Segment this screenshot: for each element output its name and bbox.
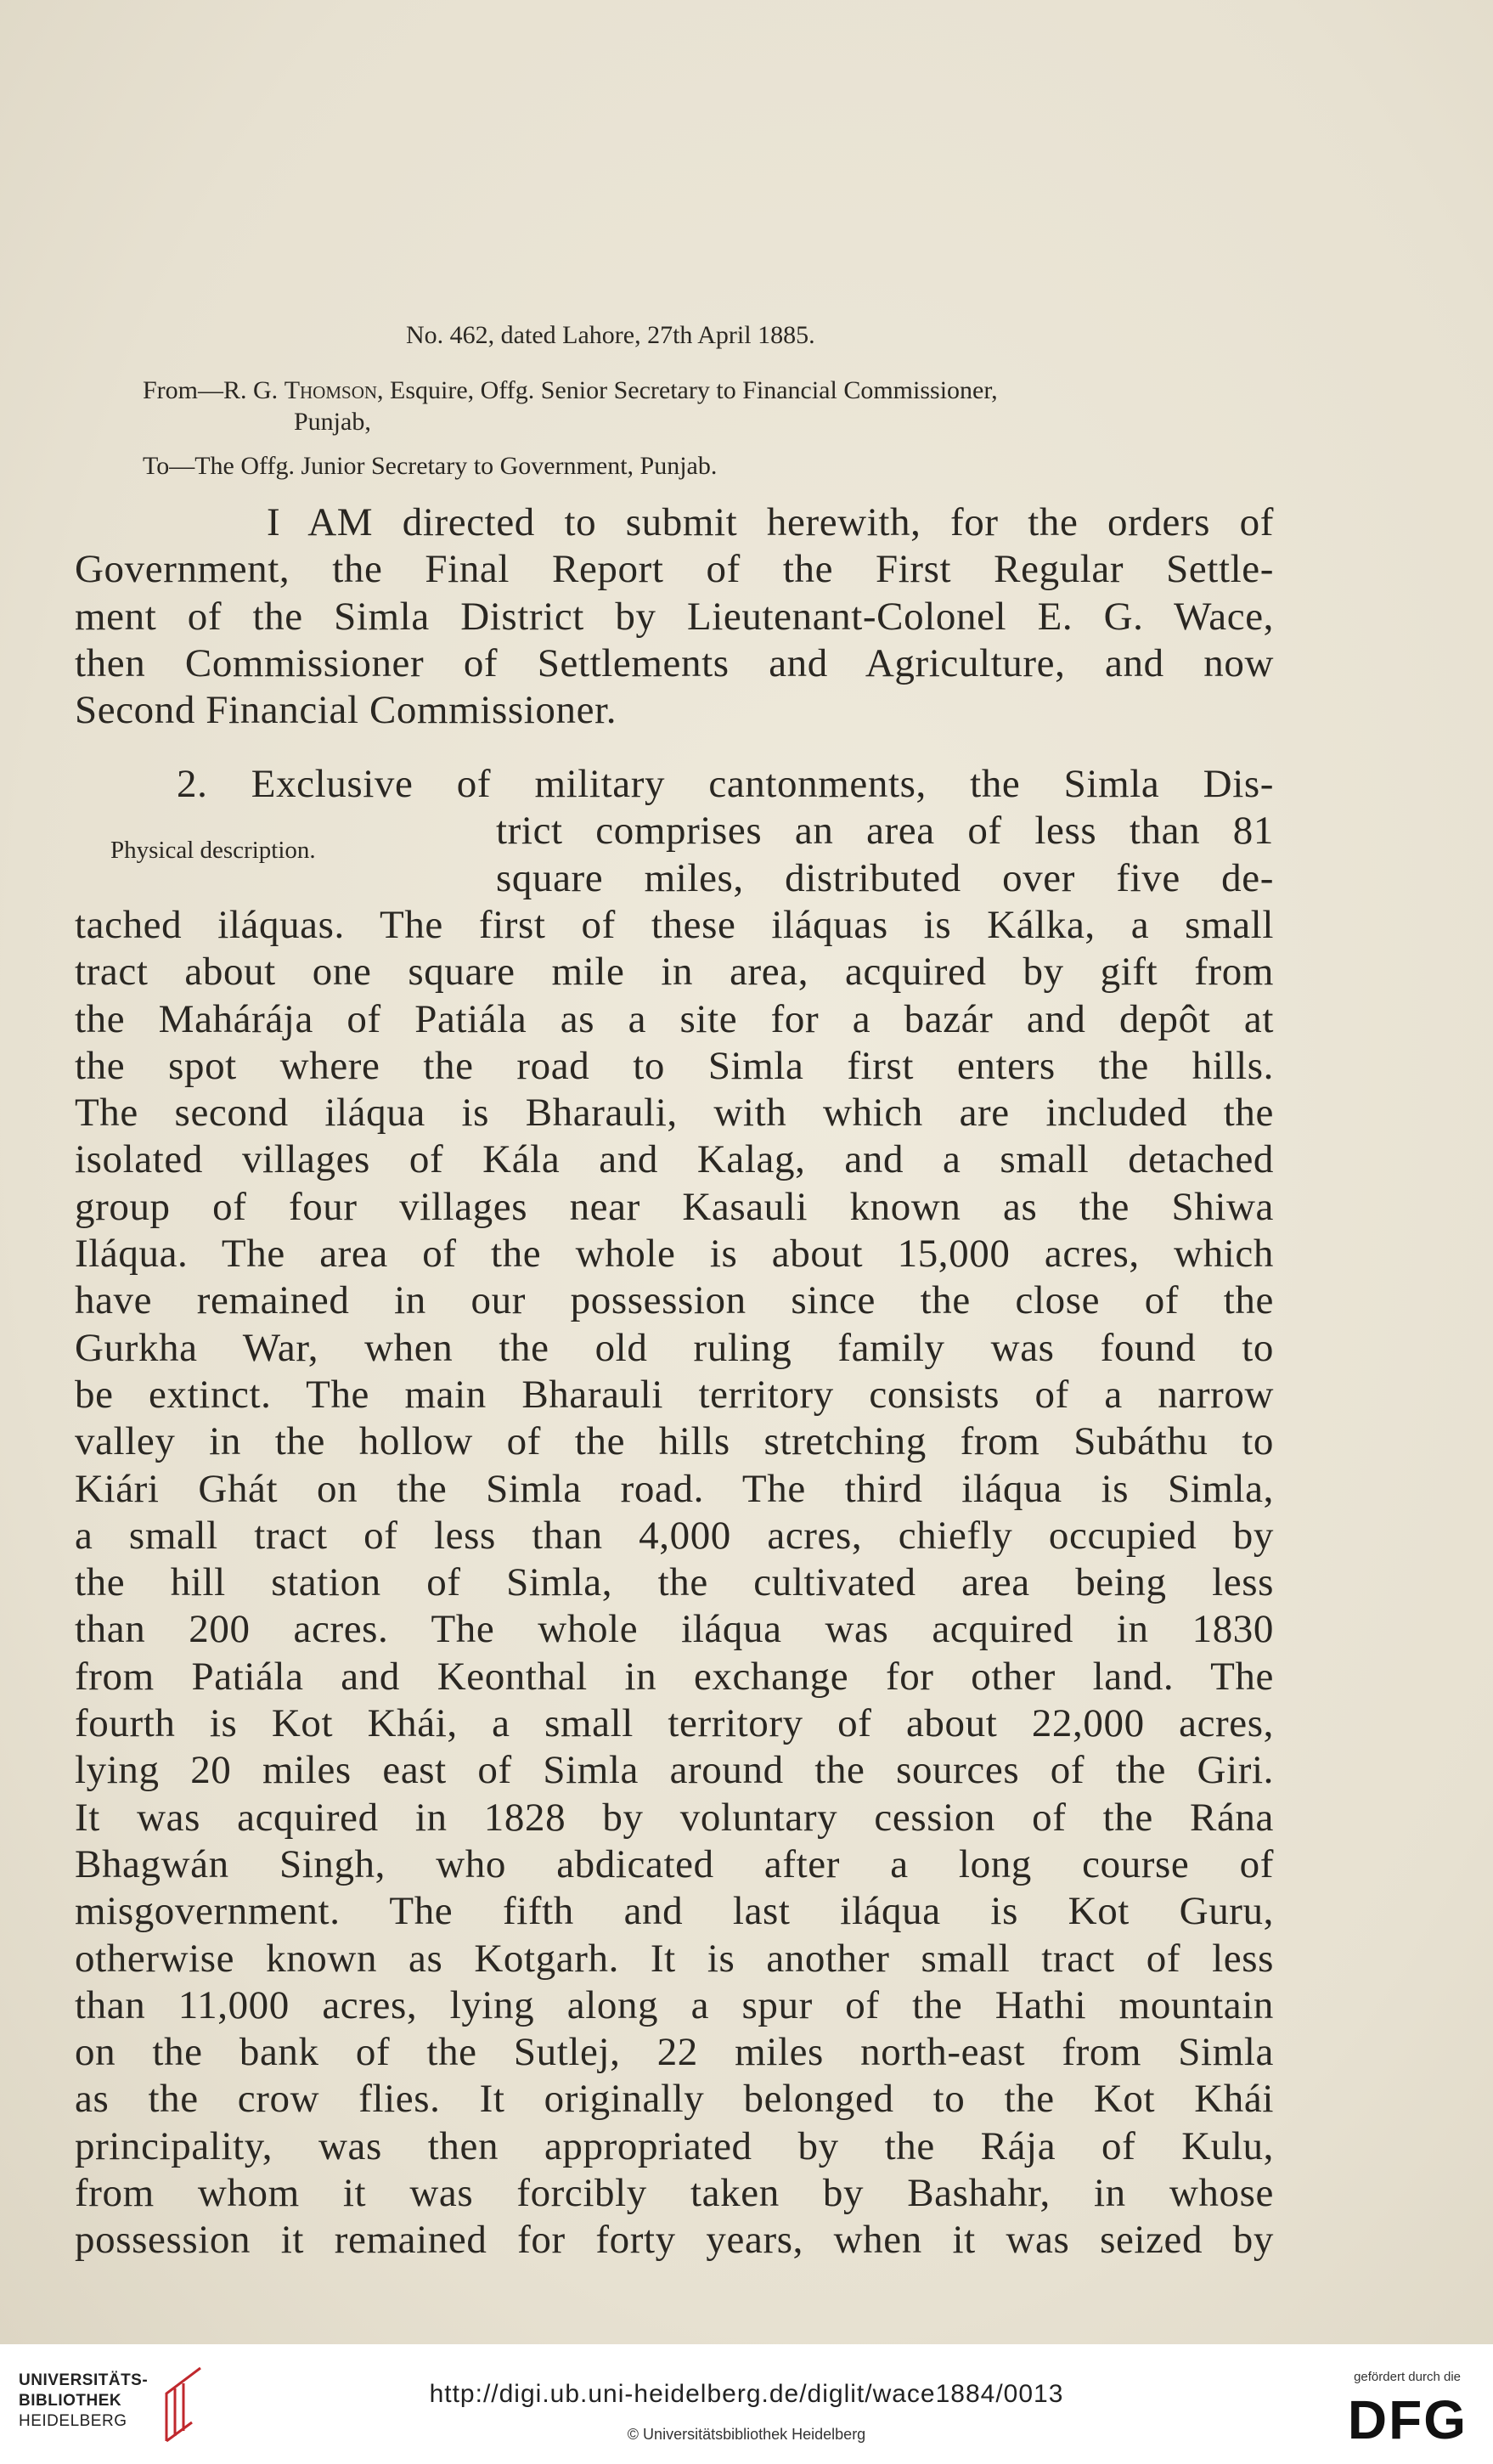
para2-line: fourth is Kot Khái, a small territory of about 22,000 acres, [75,1701,1274,1746]
from-line-continued: Punjab, [294,408,371,436]
para2-line: isolated villages of Kála and Kalag, and a small detached [75,1137,1274,1182]
dfg-logo: DFG [1347,2389,1468,2450]
para2-line: square miles, distributed over five de- [496,855,1274,900]
from-prefix: From—R. G. [143,376,285,404]
paragraph-2-opening [75,761,1274,902]
para2-line: than 11,000 acres, lying along a spur of the Hathi mountain [75,1982,1274,2027]
para2-line: from Patiála and Keonthal in exchange for other land. The [75,1654,1274,1699]
paragraph-2-body [75,902,1274,2264]
para2-line: valley in the hollow of the hills stretching from Subáthu to [75,1419,1274,1464]
para2-line: the spot where the road to Simla first enters the hills. [75,1043,1274,1088]
para2-line: than 200 acres. The whole iláqua was acquired in 1830 [75,1607,1274,1652]
from-line [143,376,998,405]
source-url-link[interactable]: http://digi.ub.uni-heidelberg.de/diglit/wace1884/0013 [429,2380,1064,2408]
para2-line: lying 20 miles east of Simla around the sources of the Giri. [75,1748,1274,1793]
library-name-line-1: UNIVERSITÄTS- [19,2371,149,2389]
para2-line: tached iláquas. The first of these iláquas is Kálka, a small [75,903,1274,947]
para2-line: Gurkha War, when the old ruling family was found to [75,1325,1274,1370]
para2-line: The second iláqua is Bharauli, with which are included the [75,1091,1274,1136]
para2-line: possession it remained for forty years, when it was seized by [75,2218,1274,2263]
funding-label: gefördert durch die [1354,2370,1461,2384]
library-name-line-3: HEIDELBERG [19,2412,127,2430]
para2-line: be extinct. The main Bharauli territory consists of a narrow [75,1372,1274,1417]
para1-line: I AM directed to submit herewith, for the orders of [267,500,1274,544]
margin-note: Physical description. [110,837,316,864]
para1-line: then Commissioner of Settlements and Agriculture, and now [75,640,1274,685]
para2-line: It was acquired in 1828 by voluntary cession of the Rána [75,1795,1274,1840]
footer-bar [0,2344,1493,2464]
from-rest: , Esquire, Offg. Senior Secretary to Financial Commissioner, [377,376,998,404]
para2-line: from whom it was forcibly taken by Bashahr, in whose [75,2171,1274,2216]
paragraph-1 [75,499,1274,734]
para2-line: misgovernment. The fifth and last iláqua is Kot Guru, [75,1889,1274,1934]
para2-line: Kiári Ghát on the Simla road. The third iláqua is Simla, [75,1466,1274,1511]
letter-number-line: No. 462, dated Lahore, 27th April 1885. [406,321,815,349]
para2-line: tract about one square mile in area, acquired by gift from [75,950,1274,995]
para2-line: trict comprises an area of less than 81 [496,809,1274,854]
library-name-line-2: BIBLIOTHEK [19,2392,122,2410]
para2-line: on the bank of the Sutlej, 22 miles north-east from Simla [75,2030,1274,2075]
para2-line: the Mahárája of Patiála as a site for a bazár and depôt at [75,996,1274,1041]
para2-line: 2. Exclusive of military cantonments, the Simla Dis- [177,762,1274,806]
para2-line: a small tract of less than 4,000 acres, chiefly occupied by [75,1513,1274,1558]
para2-line: the hill station of Simla, the cultivated area being less [75,1560,1274,1605]
para2-line: as the crow flies. It originally belonged to the Kot Khái [75,2077,1274,2122]
to-line: To—The Offg. Junior Secretary to Government, Punjab. [143,452,718,480]
para1-line: Second Financial Commissioner. [75,688,617,733]
para2-line: principality, was then appropriated by the Rája of Kulu, [75,2123,1274,2168]
para1-line: Government, the Final Report of the First Regular Settle- [75,547,1274,592]
para2-line: otherwise known as Kotgarh. It is another small tract of less [75,1936,1274,1981]
para2-line: have remained in our possession since the close of the [75,1278,1274,1323]
copyright-notice: © Universitätsbibliothek Heidelberg [627,2426,866,2443]
from-name: Thomson [284,376,378,404]
para2-line: group of four villages near Kasauli known as the Shiwa [75,1184,1274,1229]
para2-line: Iláqua. The area of the whole is about 15,000 acres, which [75,1232,1274,1277]
para1-line: ment of the Simla District by Lieutenant-Colonel E. G. Wace, [75,594,1274,639]
para2-line: Bhagwán Singh, who abdicated after a long course of [75,1841,1274,1886]
